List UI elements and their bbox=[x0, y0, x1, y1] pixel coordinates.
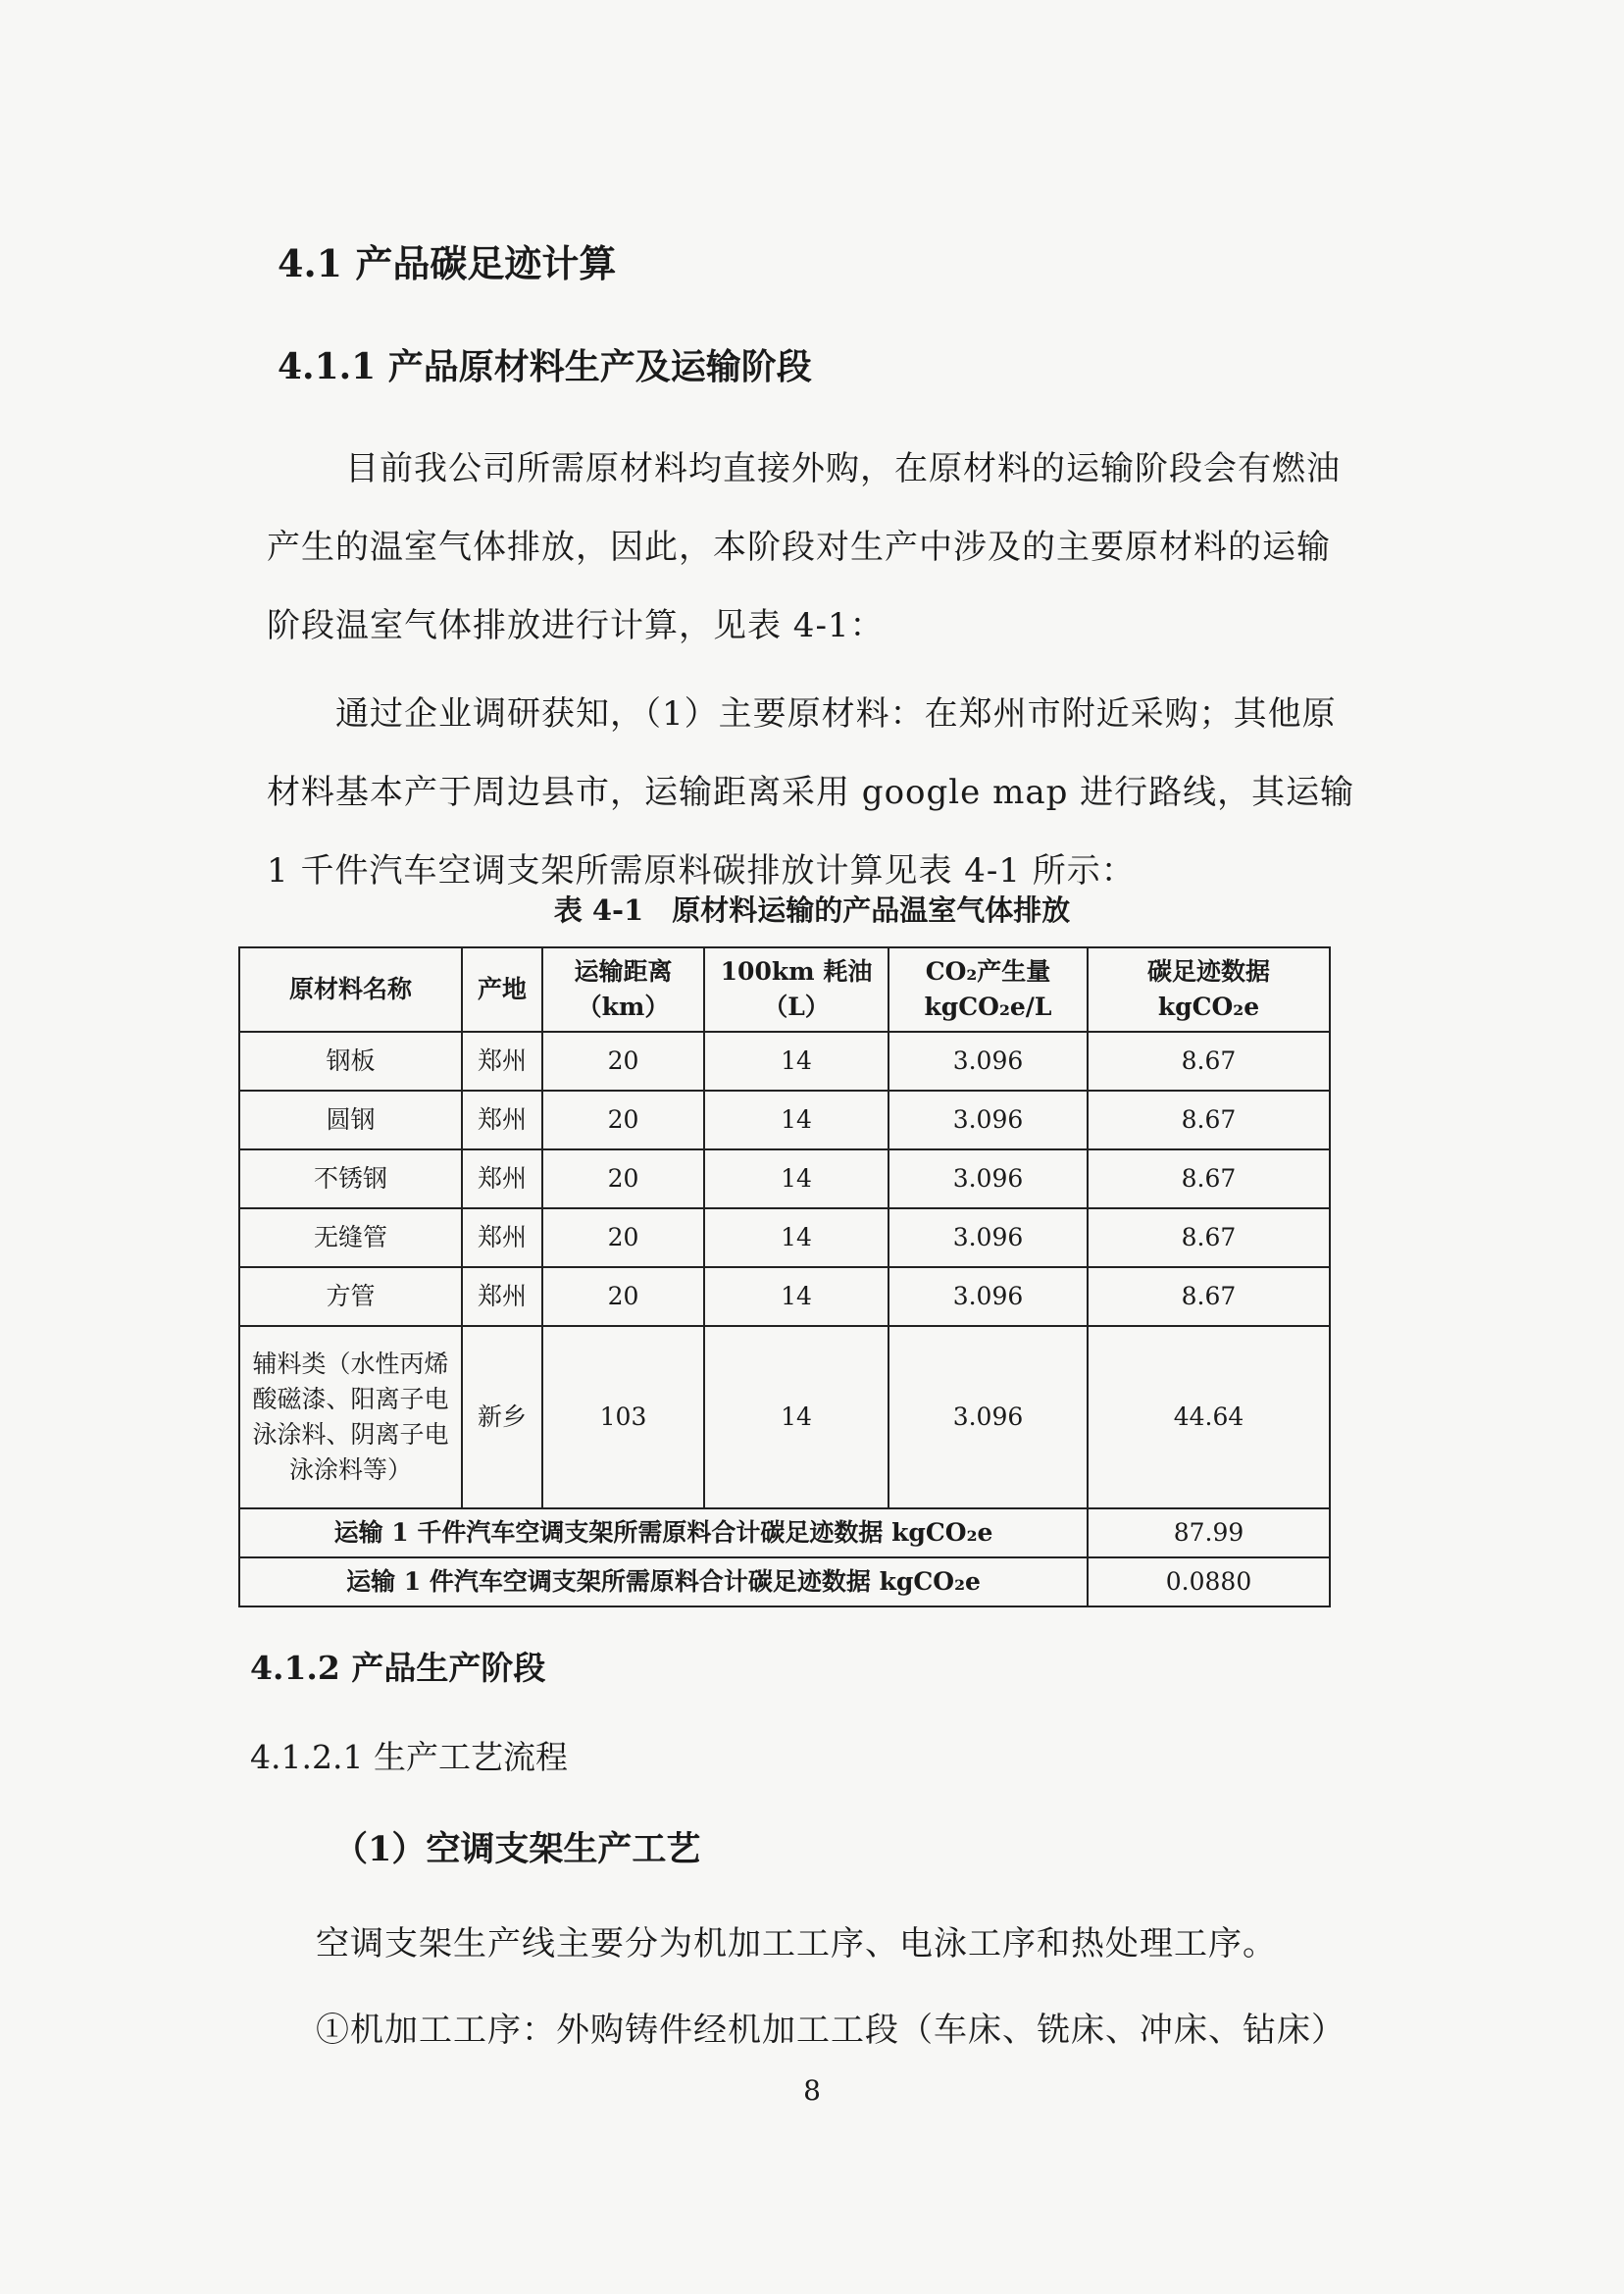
table-total-row bbox=[239, 1557, 1330, 1606]
cell-co2-factor: 3.096 bbox=[888, 1032, 1088, 1091]
cell-origin: 郑州 bbox=[462, 1208, 542, 1267]
table-row bbox=[239, 1091, 1330, 1149]
cell-distance: 20 bbox=[542, 1091, 704, 1149]
cell-fuel: 14 bbox=[704, 1032, 888, 1091]
col-header-co2-factor: CO₂产生量 kgCO₂e/L bbox=[888, 947, 1088, 1032]
section-heading-4-1-2-1: 4.1.2.1 生产工艺流程 bbox=[250, 1738, 568, 1776]
total-value-thousand: 87.99 bbox=[1088, 1508, 1330, 1557]
paragraph-raw-material-intro: 目前我公司所需原材料均直接外购，在原材料的运输阶段会有燃油产生的温室气体排放，因此，本阶段对生产中涉及的主要原材料的运输阶段温室气体排放进行计算，见表 4-1： bbox=[267, 449, 1341, 645]
table-row bbox=[239, 1326, 1330, 1508]
process-heading: （1）空调支架生产工艺 bbox=[333, 1829, 701, 1869]
cell-material: 不锈钢 bbox=[239, 1149, 462, 1208]
cell-co2-factor: 3.096 bbox=[888, 1267, 1088, 1326]
table-header-row bbox=[239, 947, 1330, 1032]
table-row bbox=[239, 1267, 1330, 1326]
paragraph-survey: 通过企业调研获知，（1）主要原材料：在郑州市附近采购；其他原材料基本产于周边县市，运输距离采用 google map 进行路线，其运输 1 千件汽车空调支架所需原料碳排放计算见表 4-1 所示： bbox=[267, 694, 1355, 891]
table-row bbox=[239, 1149, 1330, 1208]
col-header-fuel: 100km 耗油（L） bbox=[704, 947, 888, 1032]
cell-footprint: 8.67 bbox=[1088, 1149, 1330, 1208]
cell-origin: 郑州 bbox=[462, 1149, 542, 1208]
emissions-table bbox=[238, 946, 1331, 1607]
section-heading-4-1-1: 4.1.1 产品原材料生产及运输阶段 bbox=[278, 346, 812, 387]
total-value-single: 0.0880 bbox=[1088, 1557, 1330, 1606]
total-label-single: 运输 1 件汽车空调支架所需原料合计碳足迹数据 kgCO₂e bbox=[239, 1557, 1088, 1606]
cell-fuel: 14 bbox=[704, 1149, 888, 1208]
cell-distance: 103 bbox=[542, 1326, 704, 1508]
cell-co2-factor: 3.096 bbox=[888, 1091, 1088, 1149]
cell-distance: 20 bbox=[542, 1032, 704, 1091]
section-heading-4-1: 4.1 产品碳足迹计算 bbox=[278, 241, 617, 285]
cell-co2-factor: 3.096 bbox=[888, 1208, 1088, 1267]
cell-footprint: 8.67 bbox=[1088, 1267, 1330, 1326]
cell-origin: 郑州 bbox=[462, 1091, 542, 1149]
cell-fuel: 14 bbox=[704, 1091, 888, 1149]
col-header-footprint: 碳足迹数据 kgCO₂e bbox=[1088, 947, 1330, 1032]
cell-distance: 20 bbox=[542, 1149, 704, 1208]
cell-distance: 20 bbox=[542, 1208, 704, 1267]
cell-footprint: 8.67 bbox=[1088, 1032, 1330, 1091]
table-caption: 表 4-1 原材料运输的产品温室气体排放 bbox=[553, 893, 1071, 927]
cell-origin: 新乡 bbox=[462, 1326, 542, 1508]
cell-material: 无缝管 bbox=[239, 1208, 462, 1267]
cell-material: 圆钢 bbox=[239, 1091, 462, 1149]
cell-footprint: 8.67 bbox=[1088, 1208, 1330, 1267]
col-header-distance: 运输距离（km） bbox=[542, 947, 704, 1032]
page-number: 8 bbox=[803, 2074, 821, 2107]
cell-co2-factor: 3.096 bbox=[888, 1149, 1088, 1208]
cell-distance: 20 bbox=[542, 1267, 704, 1326]
cell-footprint: 44.64 bbox=[1088, 1326, 1330, 1508]
cell-origin: 郑州 bbox=[462, 1267, 542, 1326]
cell-fuel: 14 bbox=[704, 1208, 888, 1267]
table-row bbox=[239, 1208, 1330, 1267]
cell-fuel: 14 bbox=[704, 1267, 888, 1326]
section-heading-4-1-2: 4.1.2 产品生产阶段 bbox=[250, 1649, 546, 1687]
paragraph-production-line: 空调支架生产线主要分为机加工工序、电泳工序和热处理工序。 bbox=[316, 1924, 1277, 1963]
cell-origin: 郑州 bbox=[462, 1032, 542, 1091]
paragraph-machining: ①机加工工序：外购铸件经机加工工段（车床、铣床、冲床、钻床） bbox=[316, 2011, 1345, 2050]
cell-material: 方管 bbox=[239, 1267, 462, 1326]
cell-footprint: 8.67 bbox=[1088, 1091, 1330, 1149]
table-total-row bbox=[239, 1508, 1330, 1557]
total-label-thousand: 运输 1 千件汽车空调支架所需原料合计碳足迹数据 kgCO₂e bbox=[239, 1508, 1088, 1557]
col-header-origin: 产地 bbox=[462, 947, 542, 1032]
cell-fuel: 14 bbox=[704, 1326, 888, 1508]
cell-co2-factor: 3.096 bbox=[888, 1326, 1088, 1508]
cell-material: 辅料类（水性丙烯酸磁漆、阳离子电泳涂料、阴离子电泳涂料等） bbox=[239, 1326, 462, 1508]
table-row bbox=[239, 1032, 1330, 1091]
col-header-material: 原材料名称 bbox=[239, 947, 462, 1032]
cell-material: 钢板 bbox=[239, 1032, 462, 1091]
